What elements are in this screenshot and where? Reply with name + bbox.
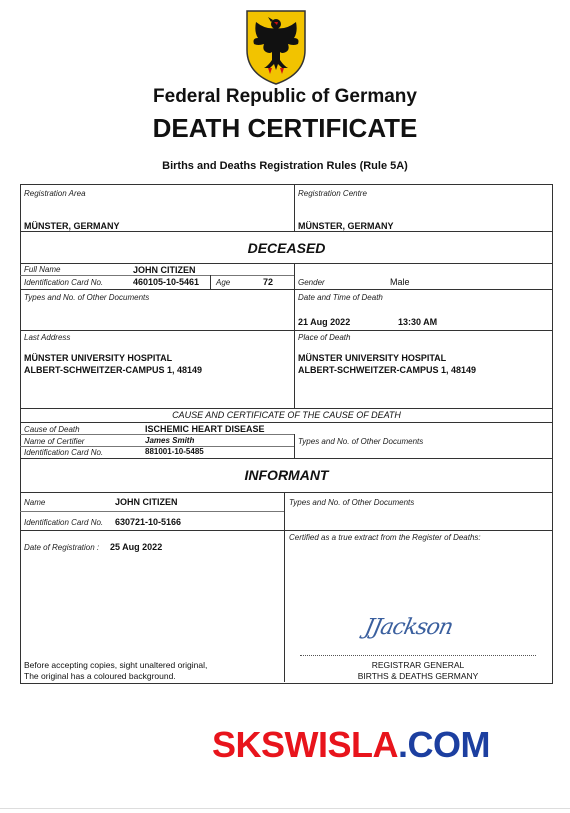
informant-heading: INFORMANT <box>244 467 329 483</box>
full-name-value: JOHN CITIZEN <box>133 265 196 275</box>
divider <box>20 434 294 435</box>
divider <box>20 458 553 459</box>
certifier-value: James Smith <box>145 436 195 445</box>
country-title: Federal Republic of Germany <box>153 86 417 107</box>
divider <box>20 275 294 276</box>
watermark-part1: SKSWISLA <box>212 724 399 765</box>
registration-date-value: 25 Aug 2022 <box>110 542 163 552</box>
informant-id-value: 630721-10-5166 <box>115 517 182 527</box>
other-documents-label: Types and No. of Other Documents <box>24 293 150 302</box>
registration-date-label: Date of Registration : <box>24 543 100 552</box>
document-subtitle: Births and Deaths Registration Rules (Rule 5A) <box>162 160 408 172</box>
divider <box>294 184 295 231</box>
deceased-heading: DECEASED <box>247 240 326 256</box>
place-of-death-line1: MÜNSTER UNIVERSITY HOSPITAL <box>298 353 447 363</box>
coat-of-arms-emblem <box>244 8 308 86</box>
last-address-line1: MÜNSTER UNIVERSITY HOSPITAL <box>24 353 173 363</box>
informant-name-label: Name <box>24 498 46 507</box>
divider <box>20 289 553 290</box>
age-value: 72 <box>263 277 274 287</box>
divider <box>20 511 284 512</box>
gender-label: Gender <box>298 278 325 287</box>
registrar-line1: REGISTRAR GENERAL <box>371 660 465 670</box>
death-date-value: 21 Aug 2022 <box>298 317 351 327</box>
deceased-id-label: Identification Card No. <box>24 278 104 287</box>
certified-extract-label: Certified as a true extract from the Register of Deaths: <box>289 533 481 542</box>
place-of-death-line2: ALBERT-SCHWEITZER-CAMPUS 1, 48149 <box>298 365 477 375</box>
gender-value: Male <box>390 277 410 287</box>
divider <box>20 330 553 331</box>
divider <box>294 434 295 458</box>
registration-centre-label: Registration Centre <box>298 189 367 198</box>
certifier-id-label: Identification Card No. <box>24 448 104 457</box>
divider <box>20 422 553 423</box>
cause-heading: CAUSE AND CERTIFICATE OF THE CAUSE OF DEATH <box>172 410 401 420</box>
informant-id-label: Identification Card No. <box>24 518 104 527</box>
death-time-value: 13:30 AM <box>398 317 438 327</box>
divider <box>20 492 553 493</box>
divider <box>20 263 553 264</box>
document-title: DEATH CERTIFICATE <box>152 113 418 143</box>
certifier-id-value: 881001-10-5485 <box>145 447 204 456</box>
cause-label: Cause of Death <box>24 425 80 434</box>
registrar-line2: BIRTHS & DEATHS GERMANY <box>357 671 479 681</box>
divider <box>294 263 295 408</box>
informant-other-documents-label: Types and No. of Other Documents <box>289 498 415 507</box>
registration-centre-value: MÜNSTER, GERMANY <box>298 221 394 231</box>
cause-value: ISCHEMIC HEART DISEASE <box>145 424 265 434</box>
place-of-death-label: Place of Death <box>298 333 351 342</box>
age-label: Age <box>216 278 231 287</box>
full-name-label: Full Name <box>24 265 61 274</box>
watermark-part2: .COM <box>398 724 491 765</box>
last-address-label: Last Address <box>24 333 71 342</box>
divider <box>20 231 553 232</box>
notice-line2: The original has a coloured background. <box>24 671 176 681</box>
watermark-logo <box>212 724 490 766</box>
divider <box>210 275 211 289</box>
divider <box>20 408 553 409</box>
signature-line <box>300 655 536 656</box>
last-address-line2: ALBERT-SCHWEITZER-CAMPUS 1, 48149 <box>24 365 203 375</box>
cause-other-documents-label: Types and No. of Other Documents <box>298 437 424 446</box>
registration-area-label: Registration Area <box>24 189 86 198</box>
divider <box>284 492 285 682</box>
notice-line1: Before accepting copies, sight unaltered original, <box>24 660 208 670</box>
certifier-label: Name of Certifier <box>24 437 85 446</box>
deceased-id-value: 460105-10-5461 <box>133 277 200 287</box>
registrar-signature: JJackson <box>362 615 455 640</box>
informant-name-value: JOHN CITIZEN <box>115 497 178 507</box>
page-bottom-border <box>0 808 570 809</box>
divider <box>20 530 553 531</box>
registration-area-value: MÜNSTER, GERMANY <box>24 221 120 231</box>
datetime-label: Date and Time of Death <box>298 293 383 302</box>
